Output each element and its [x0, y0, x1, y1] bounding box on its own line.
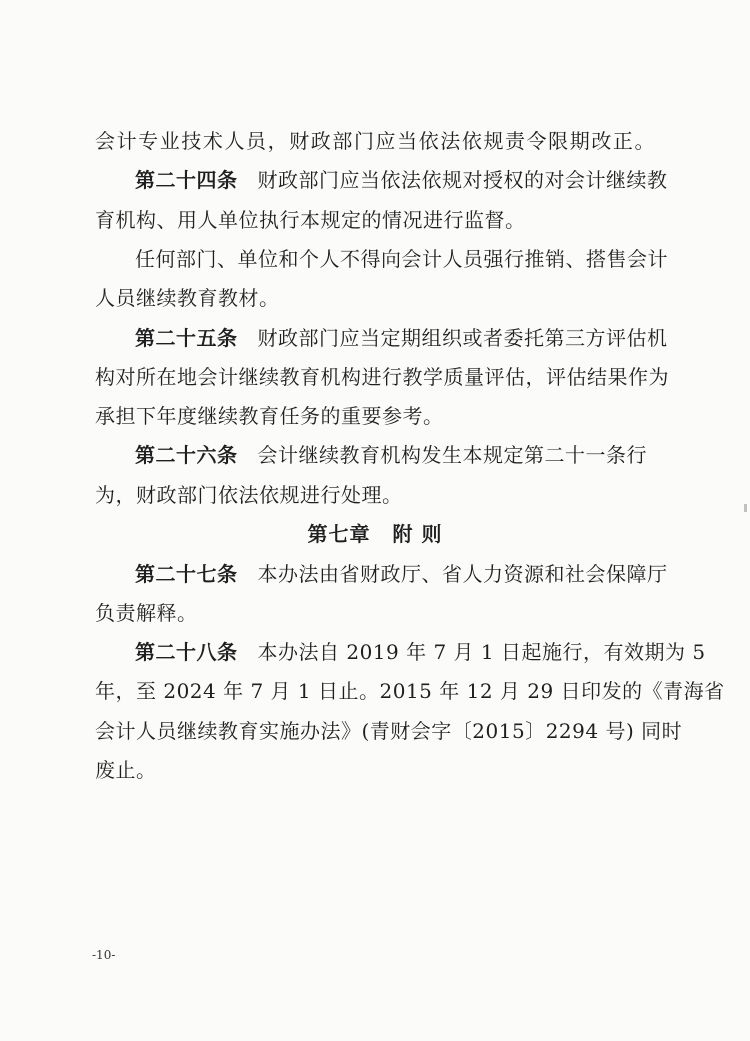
article-27-line-1	[135, 560, 668, 588]
line-text: 构对所在地会计继续教育机构进行教学质量评估，评估结果作为	[95, 365, 669, 389]
article-26-line-1	[135, 441, 655, 469]
article-26-line-2	[95, 481, 655, 509]
line-text: 会计专业技术人员，财政部门应当依法依规责令限期改正。	[95, 129, 655, 153]
line-text: 会计人员继续教育实施办法》(青财会字〔2015〕2294 号) 同时	[95, 719, 683, 743]
page-number: -10-	[92, 948, 116, 962]
article-26-heading: 第二十六条	[135, 443, 238, 467]
article-28-heading: 第二十八条	[135, 640, 238, 664]
article-28-line-3	[95, 717, 683, 745]
article-28-line-4	[95, 756, 655, 784]
line-text: 会计继续教育机构发生本规定第二十一条行	[257, 443, 647, 467]
line-text: 本办法自 2019 年 7 月 1 日起施行，有效期为 5	[257, 640, 706, 664]
paragraph-line	[95, 284, 655, 312]
article-25-heading: 第二十五条	[135, 326, 238, 350]
line-text: 本办法由省财政厅、省人力资源和社会保障厅	[257, 562, 668, 586]
line-text: 育机构、用人单位执行本规定的情况进行监督。	[95, 208, 526, 232]
line-text: 财政部门应当定期组织或者委托第三方评估机	[257, 326, 668, 350]
line-text: 为，财政部门依法依规进行处理。	[95, 483, 403, 507]
article-24-line-1	[135, 166, 668, 194]
article-25-line-1	[135, 324, 668, 352]
paragraph-line	[95, 127, 655, 155]
article-24-line-2	[95, 206, 655, 234]
line-text: 人员继续教育教材。	[95, 286, 280, 310]
scan-edge-mark	[744, 504, 747, 512]
line-text: 年，至 2024 年 7 月 1 日止。2015 年 12 月 29 日印发的《青海省	[95, 679, 725, 703]
paragraph-line	[135, 245, 668, 273]
article-27-line-2	[95, 599, 655, 627]
article-24-heading: 第二十四条	[135, 168, 238, 192]
line-text: 负责解释。	[95, 601, 198, 625]
chapter-title: 附 则	[392, 522, 443, 546]
article-28-line-2	[95, 677, 725, 705]
article-27-heading: 第二十七条	[135, 562, 238, 586]
line-text: 任何部门、单位和个人不得向会计人员强行推销、搭售会计	[135, 247, 668, 271]
line-text: 承担下年度继续教育任务的重要参考。	[95, 404, 444, 428]
chapter-heading	[0, 520, 750, 548]
article-28-line-1	[135, 638, 706, 666]
article-25-line-2	[95, 363, 669, 391]
line-text: 财政部门应当依法依规对授权的对会计继续教	[257, 168, 668, 192]
line-text: 废止。	[95, 758, 157, 782]
chapter-number: 第七章	[307, 522, 371, 546]
article-25-line-3	[95, 402, 655, 430]
